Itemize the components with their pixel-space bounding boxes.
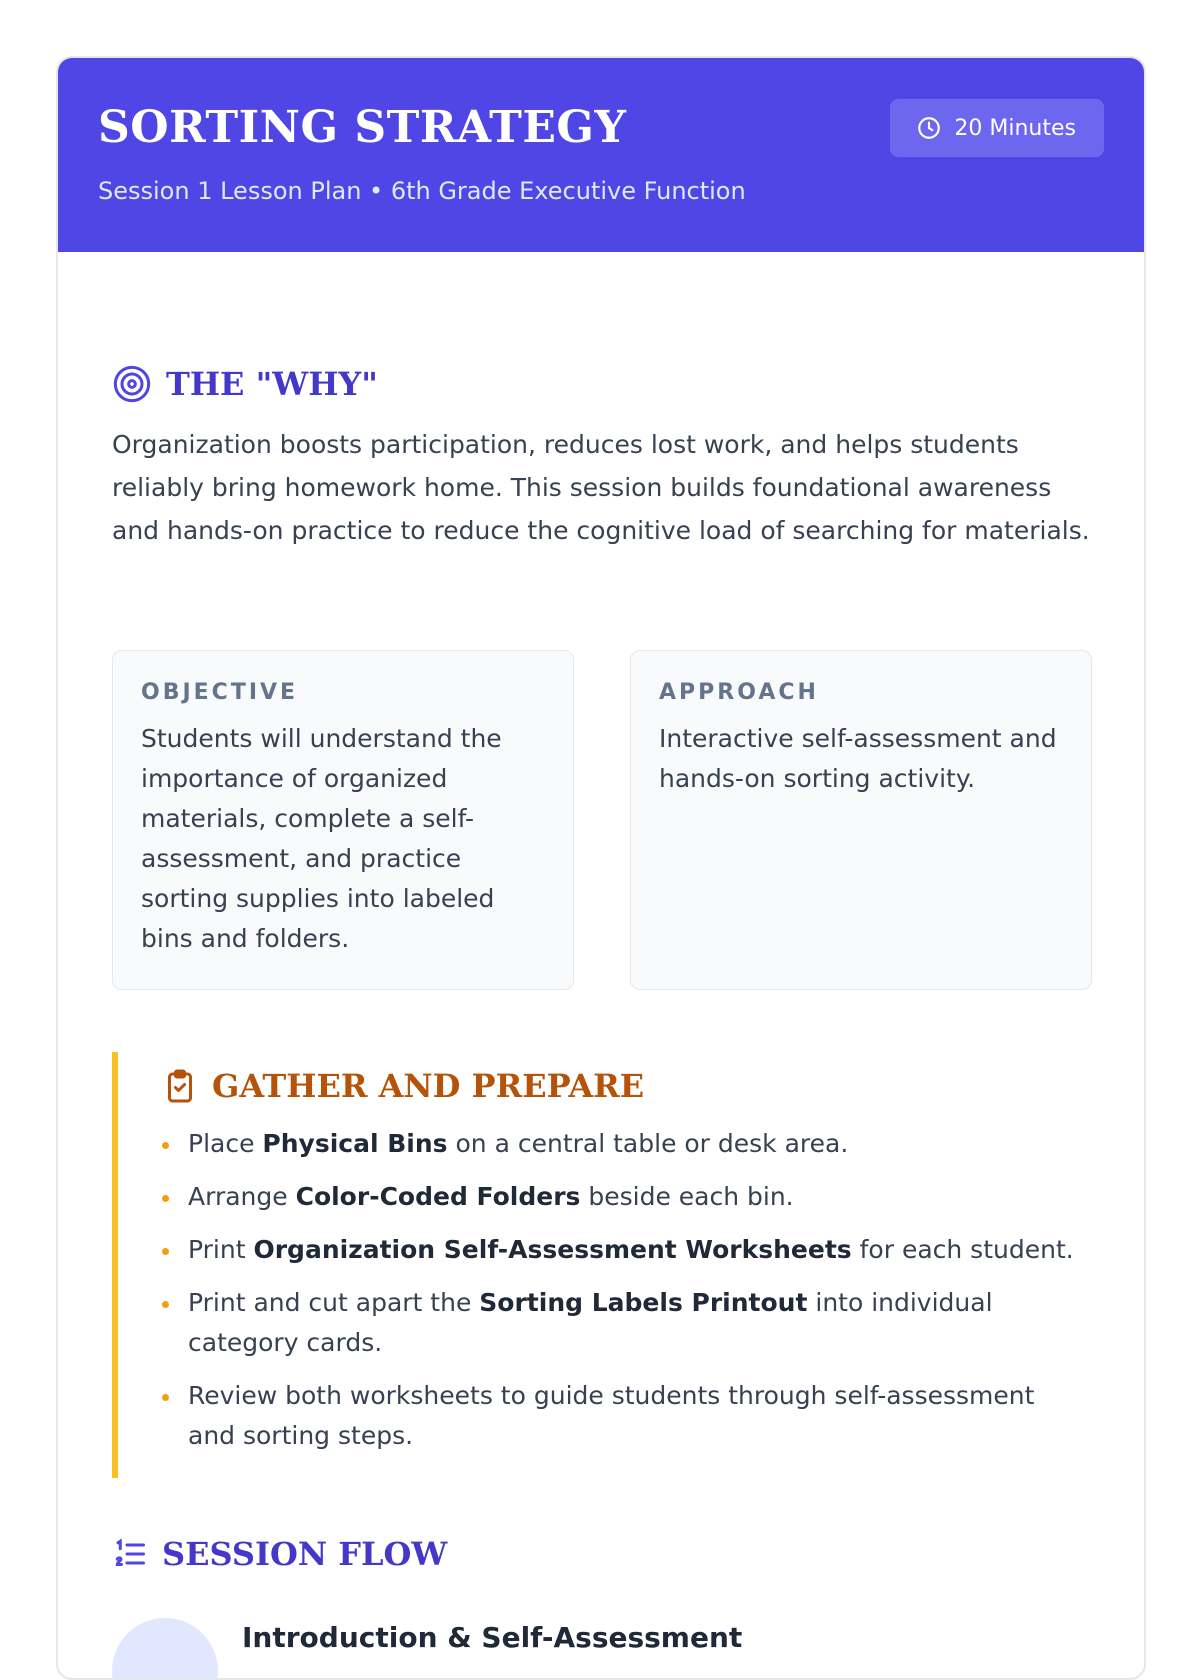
approach-box bbox=[630, 650, 1092, 990]
gather-prepare-section bbox=[112, 1052, 1092, 1478]
list-item: Print and cut apart the Sorting Labels Printout into individual category cards. bbox=[162, 1283, 1082, 1363]
step-number-circle bbox=[112, 1618, 218, 1680]
why-description: Organization boosts participation, reduces lost work, and helps students reliably bring homework home. This session builds foundational awareness and hands-on practice to reduce the cognitive load of searching for materials. bbox=[112, 430, 1090, 545]
duration-badge bbox=[890, 99, 1104, 157]
prep-heading-label: GATHER AND PREPARE bbox=[212, 1067, 645, 1105]
why-heading-label: THE "WHY" bbox=[166, 365, 378, 403]
clock-icon bbox=[916, 115, 942, 141]
target-icon bbox=[112, 364, 152, 404]
approach-label: APPROACH bbox=[659, 680, 819, 705]
why-heading bbox=[112, 364, 378, 404]
prep-heading bbox=[162, 1066, 1092, 1106]
list-item: Print Organization Self-Assessment Worksheets for each student. bbox=[162, 1230, 1082, 1270]
prep-list bbox=[162, 1124, 1082, 1456]
objective-box bbox=[112, 650, 574, 990]
lesson-header bbox=[58, 58, 1144, 252]
session-flow-heading-label: SESSION FLOW bbox=[162, 1535, 448, 1573]
session-flow-heading bbox=[112, 1534, 447, 1574]
duration-label: 20 Minutes bbox=[954, 115, 1076, 141]
numbered-list-icon bbox=[112, 1536, 148, 1572]
clipboard-check-icon bbox=[162, 1068, 198, 1104]
page-subtitle: Session 1 Lesson Plan • 6th Grade Executive Function bbox=[98, 177, 746, 205]
approach-text: Interactive self-assessment and hands-on sorting activity. bbox=[659, 724, 1057, 793]
page-title: SORTING STRATEGY bbox=[98, 102, 627, 153]
session-step bbox=[112, 1618, 1092, 1680]
list-item: Place Physical Bins on a central table or desk area. bbox=[162, 1124, 1082, 1164]
lesson-plan-card bbox=[56, 56, 1146, 1680]
objective-text: Students will understand the importance of organized materials, complete a self-assessment, and practice sorting supplies into labeled bins and folders. bbox=[141, 724, 502, 953]
step-title: Introduction & Self-Assessment bbox=[242, 1621, 743, 1654]
list-item: Review both worksheets to guide students through self-assessment and sorting steps. bbox=[162, 1376, 1082, 1456]
list-item: Arrange Color-Coded Folders beside each bin. bbox=[162, 1177, 1082, 1217]
objective-label: OBJECTIVE bbox=[141, 680, 299, 705]
